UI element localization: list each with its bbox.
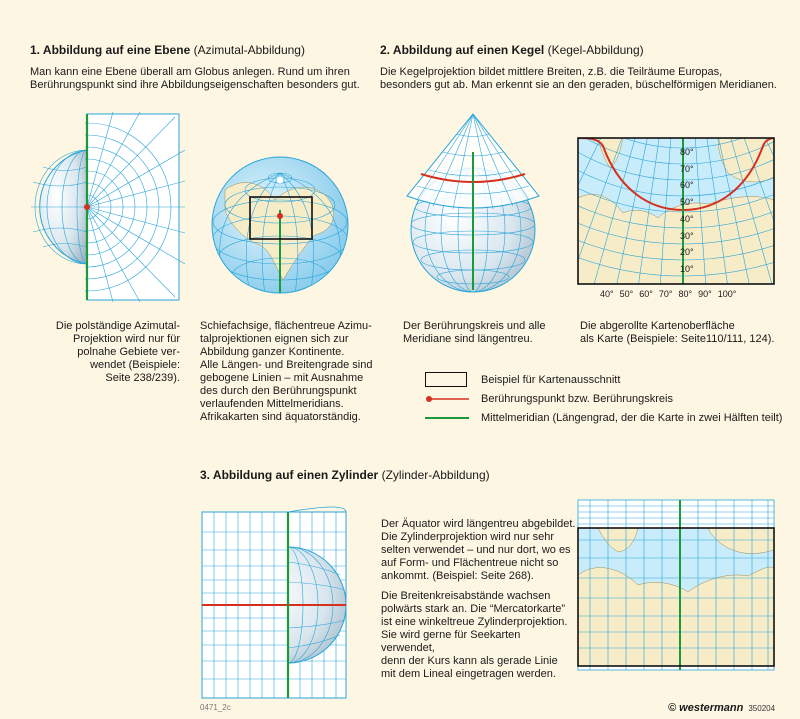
conic-map-lat-labels	[680, 144, 694, 278]
lon-label: 100°	[717, 289, 737, 299]
section3-title: 3. Abbildung auf einen Zylinder (Zylinder-Abbildung)	[200, 468, 490, 482]
section2-caption-right: Die abgerollte Kartenoberfläche als Karte (Beispiele: Seite110/111, 124).	[580, 320, 775, 345]
contact-symbol	[425, 394, 469, 404]
lon-label: 70°	[658, 289, 673, 299]
footer-code-left: 0471_2c	[200, 703, 231, 712]
lat-label: 10°	[680, 263, 694, 274]
lat-label: 30°	[680, 230, 694, 241]
section3-text2: Die Breitenkreisabstände wachsen polwärts stark an. Die “Mercatorkarte” ist eine winkeltreue Zylinderprojektion. Sie wird gerne für Seekarten verwendet, denn der Kurs kann als gerade Linie mit dem Lineal eingetragen werden.	[381, 590, 568, 680]
section2-caption-left: Der Berührungskreis und alle Meridiane sind längentreu.	[403, 320, 546, 345]
cylindrical-projection-figure	[200, 500, 350, 700]
meridian-symbol	[425, 417, 469, 420]
section2-title: 2. Abbildung auf einen Kegel (Kegel-Abbildung)	[380, 43, 644, 57]
frame-symbol	[425, 372, 467, 387]
lon-label: 60°	[639, 289, 653, 299]
lat-label: 20°	[680, 247, 694, 258]
lon-label: 50°	[619, 289, 634, 299]
conic-projection-figure	[395, 112, 555, 292]
mercator-map	[578, 500, 774, 670]
section2-text: Die Kegelprojektion bildet mittlere Breiten, z.B. die Teilräume Europas, besonders gut ab. Man erkennt sie an den geraden, büschelförmigen Meridianen.	[380, 66, 777, 91]
legend-item-meridian: Mittelmeridian (Längengrad, der die Karte in zwei Hälften teilt)	[425, 412, 782, 424]
lon-label: 80°	[678, 289, 693, 299]
lat-label: 60°	[680, 180, 694, 191]
lon-label: 40°	[600, 289, 614, 299]
conic-map	[578, 138, 774, 284]
section1-text: Man kann eine Ebene überall am Globus anlegen. Rund um ihren Berührungspunkt sind ihre Abbildungseigenschaften besonders gut.	[30, 66, 360, 91]
conic-map-lon-labels	[600, 289, 736, 299]
footer-code-right: 350204	[748, 704, 776, 713]
lat-label: 50°	[680, 197, 694, 208]
lat-label: 70°	[680, 163, 694, 174]
footer-brand	[668, 702, 775, 714]
section3-text1: Der Äquator wird längentreu abgebildet. Die Zylinderprojektion wird nur sehr selten verwendet – und nur dort, wo es auf Form- und Flächentreue nicht so ankommt. (Beispiel: Seite 268).	[381, 518, 576, 582]
legend-item-frame: Beispiel für Kartenausschnitt	[425, 372, 620, 387]
section1-caption-left: Die polständige Azimutal- Projektion wird nur für polnahe Gebiete ver- wendet (Beispiele: Seite 238/239).	[55, 320, 180, 384]
lat-label: 40°	[680, 213, 694, 224]
polar-azimuthal-figure	[25, 112, 185, 302]
section1-title: 1. Abbildung auf eine Ebene (Azimutal-Abbildung)	[30, 43, 305, 57]
legend-item-contact: Berührungspunkt bzw. Berührungskreis	[425, 393, 673, 405]
brand-logo: © westermann	[668, 702, 744, 714]
section1-caption-right: Schiefachsige, flächentreue Azimu- talprojektionen eignen sich zur Abbildung ganzer Kontinente. Alle Längen- und Breitengrade sind gebogene Linien – mit Ausnahme des durch den Berührungspunkt verlaufenden Mittelmeridians. Afrikakarten sind äquatorständig.	[200, 320, 373, 423]
oblique-azimuthal-globe	[205, 150, 355, 300]
lon-label: 90°	[698, 289, 712, 299]
lat-label: 80°	[680, 147, 694, 157]
